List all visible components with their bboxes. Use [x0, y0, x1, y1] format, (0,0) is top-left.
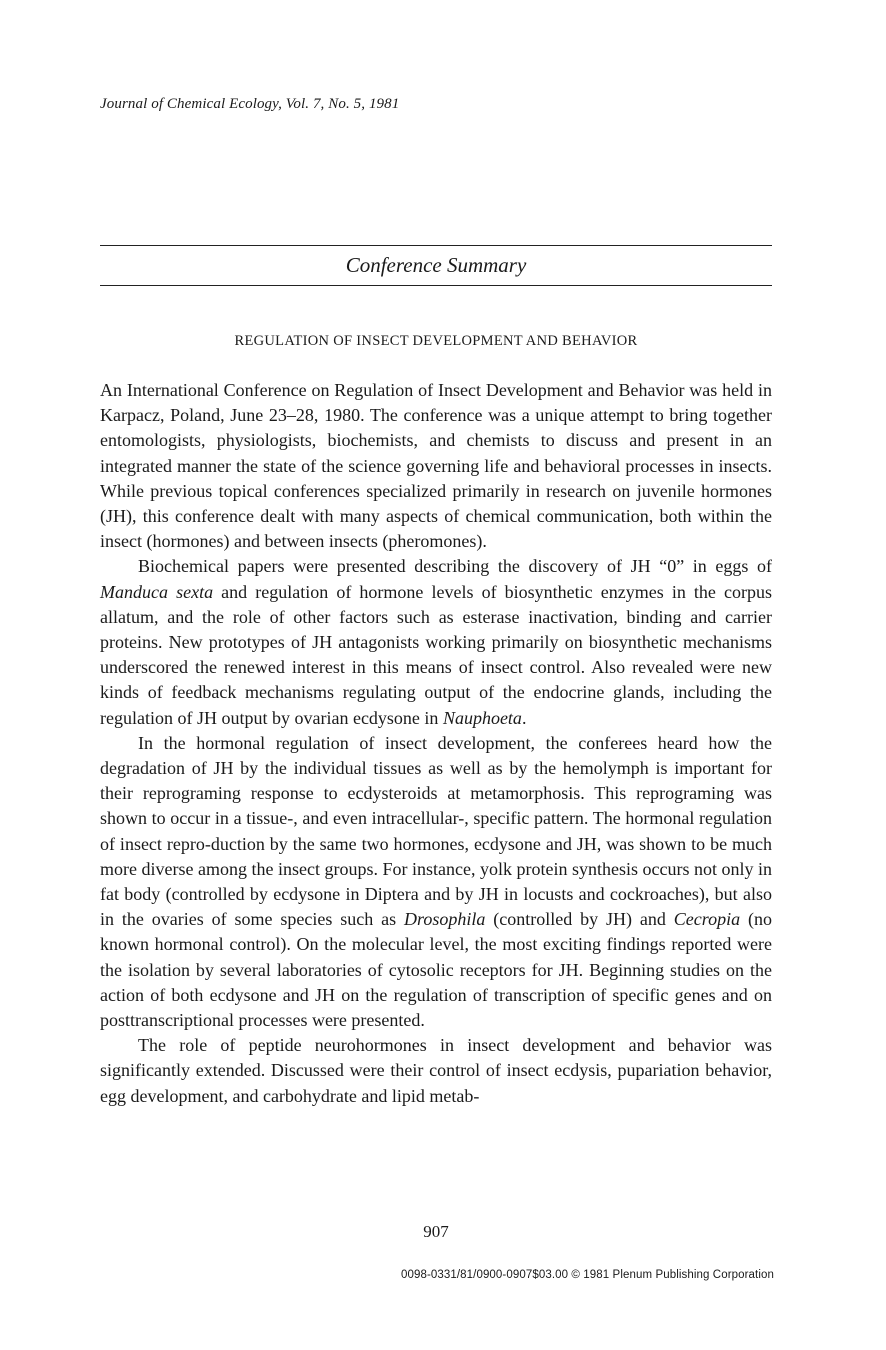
italic-term: Drosophila [404, 909, 486, 930]
section-heading: Conference Summary [345, 253, 527, 277]
copyright-footer: 0098-0331/81/0900-0907$03.00 © 1981 Plenum Publishing Corporation [400, 1269, 774, 1281]
paragraph-2 [100, 554, 772, 730]
text-run: (no known hormonal control). On the molecular level, the most exciting findings reported were the isolation by several laboratories of cytosolic receptors for JH. Beginning studies on the action of both ecdysone and JH on the regulation of transcription of specific genes and on posttranscriptional processes were presented. [100, 909, 772, 1031]
italic-term: Manduca sexta [100, 581, 214, 602]
journal-citation: Journal of Chemical Ecology, Vol. 7, No. 5, 1981 [100, 96, 400, 112]
paragraph-3 [100, 731, 772, 1033]
article-body [100, 378, 772, 1109]
text-run: The role of peptide neurohormones in insect development and behavior was significantly extended. Discussed were their control of insect ecdysis, pupariation behavior, egg development, and carbohydrate and lipid metab- [100, 1035, 772, 1106]
paragraph-1 [100, 378, 772, 554]
text-run: An International Conference on Regulation of Insect Development and Behavior was held in Karpacz, Poland, June 23–28, 1980. The conference was a unique attempt to bring together entomologists, physiologists, biochemists, and chemists to discuss and present in an integrated manner the state of the science governing life and behavioral processes in insects. While previous topical conferences specialized primarily in research on juvenile hormones (JH), this conference dealt with many aspects of chemical communication, both within the insect (hormones) and between insects (pheromones). [100, 380, 772, 552]
text-run: In the hormonal regulation of insect development, the conferees heard how the degradation of JH by the individual tissues as well as by the hemolymph is important for their reprograming response to ecdysteroids at metamorphosis. This reprograming was shown to occur in a tissue-, and even intracellular-, specific pattern. The hormonal regulation of insect repro-duction by the same two hormones, ecdysone and JH, was shown to be much more diverse among the insect groups. For instance, yolk protein synthesis occurs not only in fat body (controlled by ecdysone in Diptera and by JH in locusts and cockroaches), but also in the ovaries of some species such as [100, 732, 772, 930]
article-title: REGULATION OF INSECT DEVELOPMENT AND BEHAVIOR [234, 333, 638, 349]
page-number: 907 [423, 1222, 449, 1241]
italic-term: Nauphoeta [442, 707, 522, 728]
heading-rule-top [100, 245, 772, 246]
italic-term: Cecropia [673, 909, 741, 930]
paragraph-4 [100, 1033, 772, 1109]
text-run: (controlled by JH) and [485, 909, 674, 930]
heading-rule-bottom [100, 285, 772, 286]
text-run: Biochemical papers were presented describing the discovery of JH “0” in eggs of [138, 556, 772, 577]
text-run: and regulation of hormone levels of biosynthetic enzymes in the corpus allatum, and the role of other factors such as esterase inactivation, binding and carrier proteins. New prototypes of JH antagonists working primarily on biosynthetic mechanisms underscored the renewed interest in this means of insect control. Also revealed were new kinds of feedback mechanisms regulating output of the endocrine glands, including the regulation of JH output by ovarian ecdysone in [100, 581, 773, 728]
text-run: . [521, 707, 527, 728]
